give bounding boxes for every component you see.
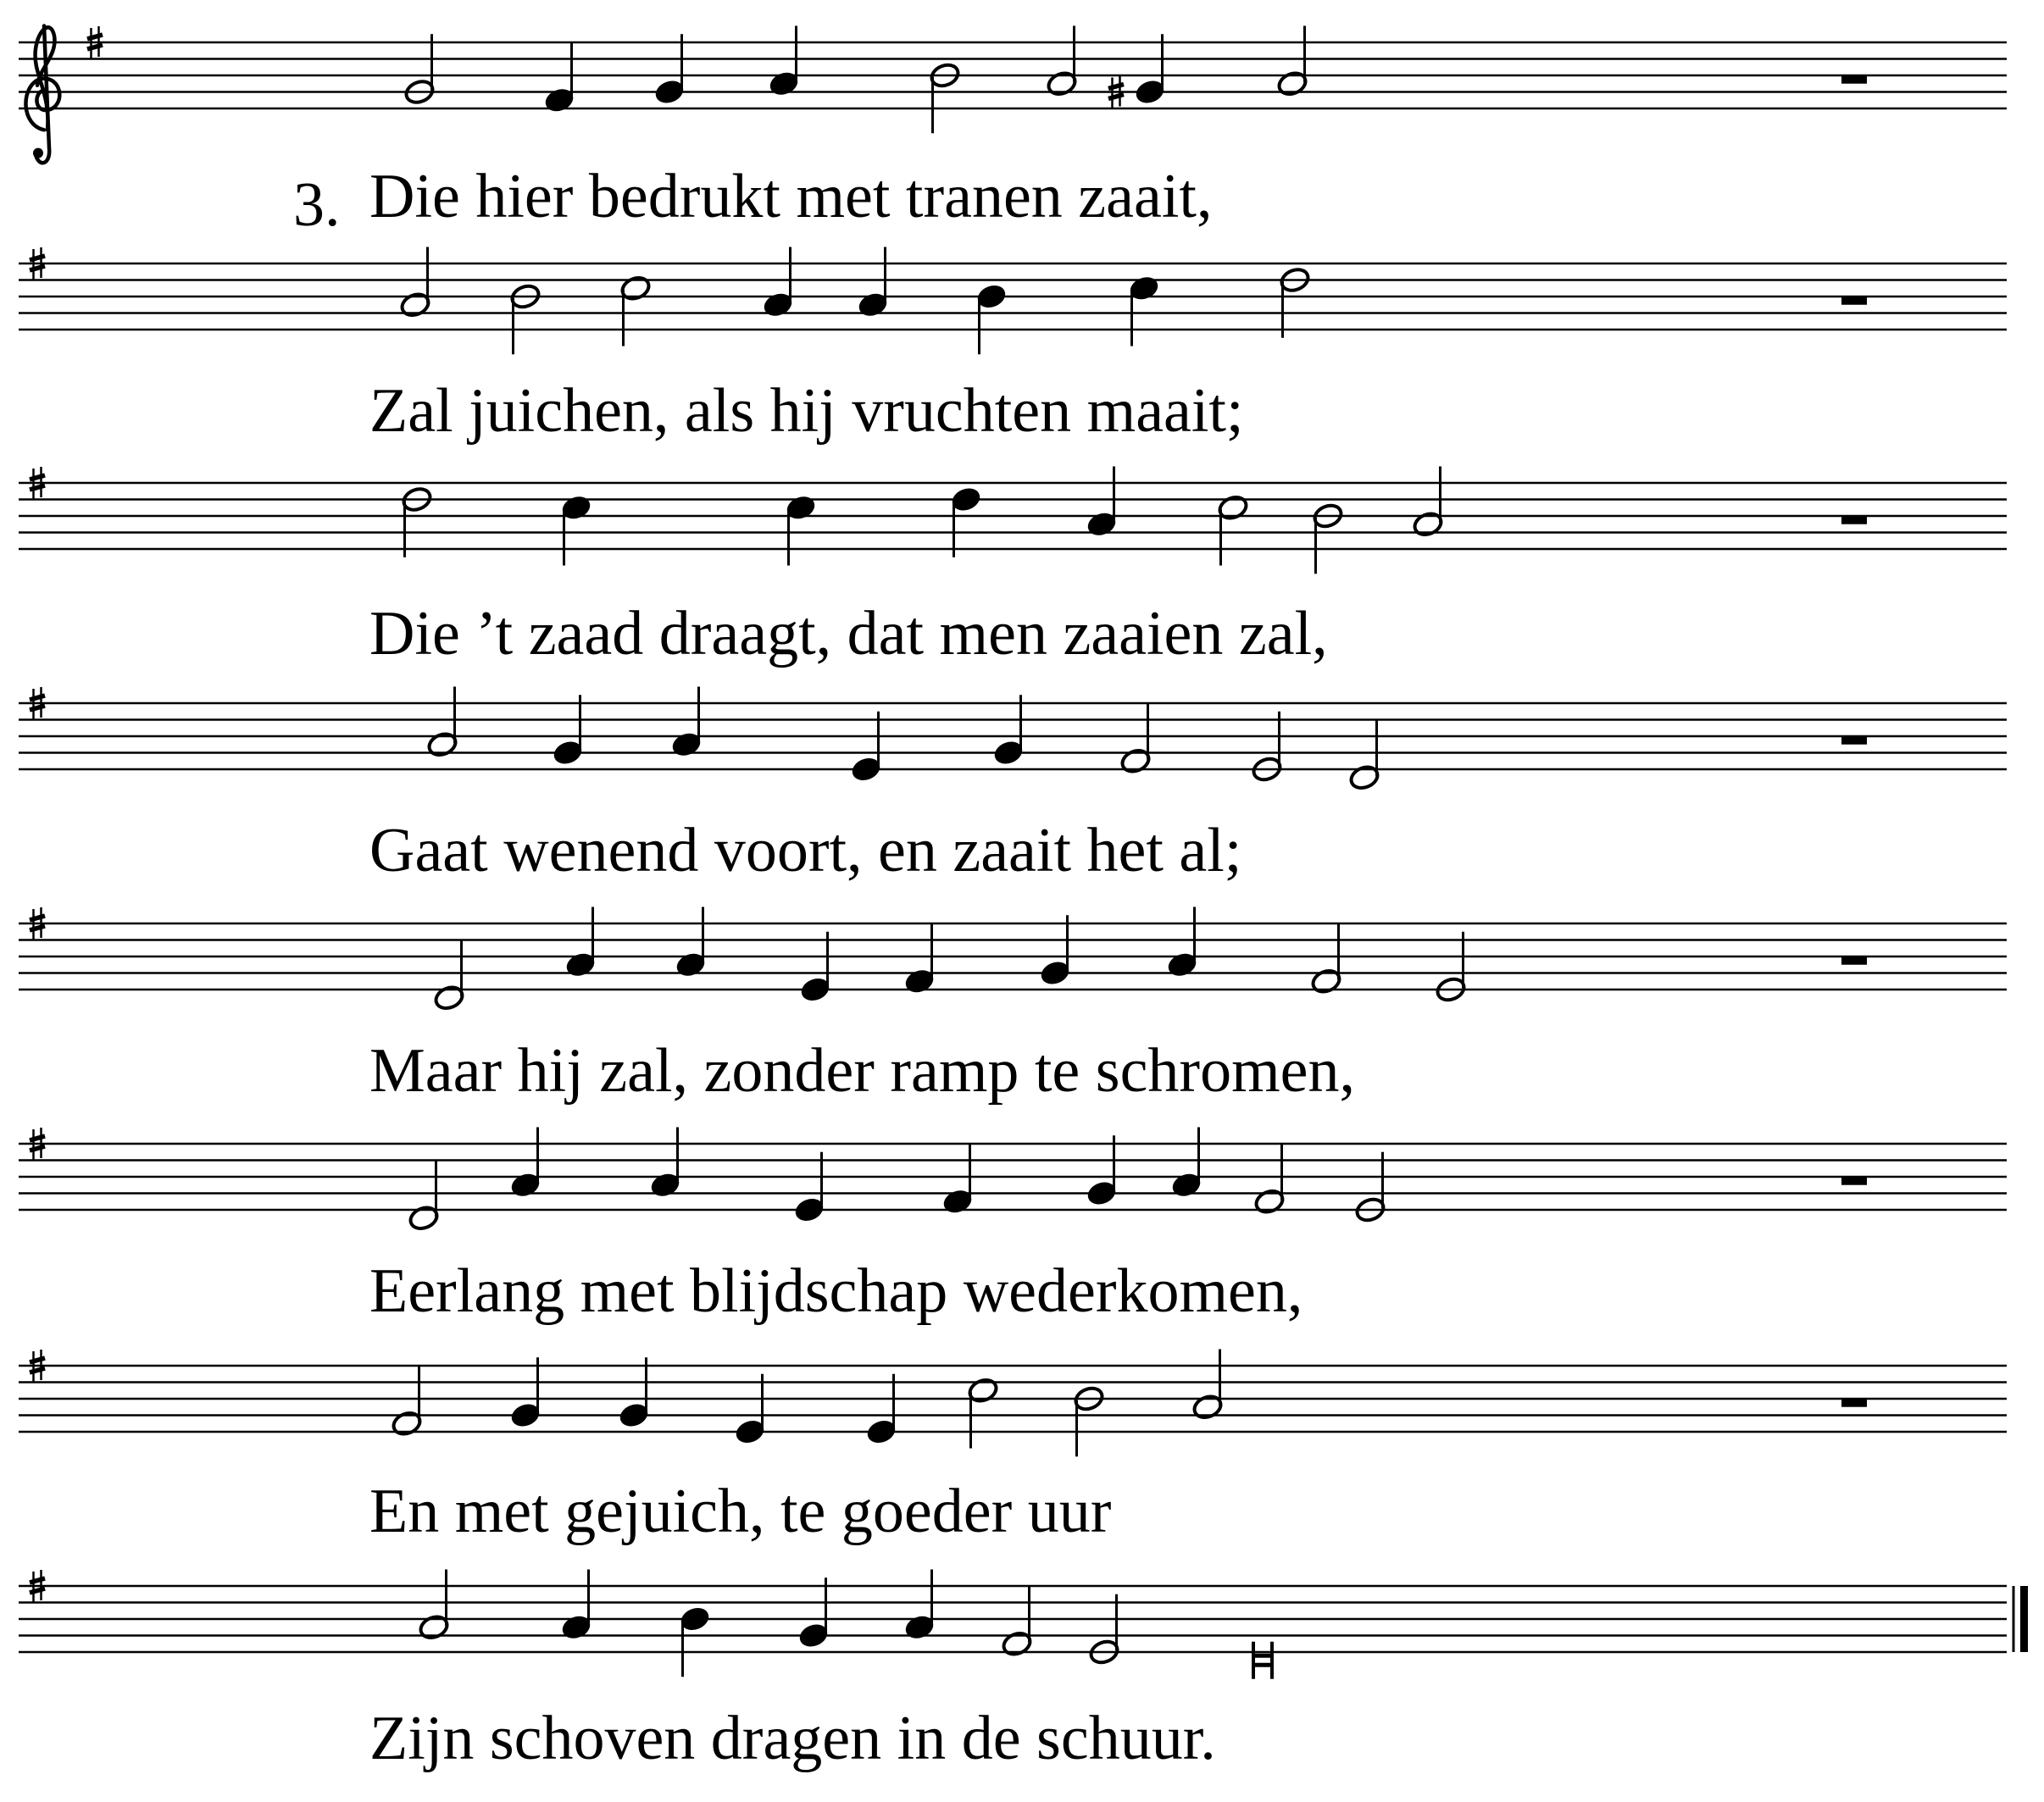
half-rest bbox=[1841, 296, 1867, 305]
key-signature-sharp-icon bbox=[30, 485, 45, 490]
accidental-sharp-icon bbox=[1108, 85, 1124, 89]
key-signature-sharp-icon bbox=[30, 1368, 45, 1372]
lyric-line-5: Maar hij zal, zonder ramp te schromen, bbox=[369, 1036, 1355, 1106]
treble-clef-icon bbox=[25, 26, 59, 164]
lyric-line-2: Zal juichen, als hij vruchten maait; bbox=[369, 376, 1244, 446]
key-signature-sharp-icon bbox=[87, 35, 103, 39]
verse-number: 3. bbox=[293, 170, 341, 240]
lyric-line-1: Die hier bedrukt met tranen zaait, bbox=[369, 162, 1213, 231]
half-rest bbox=[1841, 1176, 1867, 1185]
key-signature-sharp-icon bbox=[30, 1589, 45, 1593]
lyric-line-7: En met gejuich, te goeder uur bbox=[369, 1477, 1112, 1546]
key-signature-sharp-icon bbox=[30, 256, 45, 260]
breve-note bbox=[1253, 1654, 1272, 1658]
key-signature-sharp-icon bbox=[30, 926, 45, 930]
lyric-line-8: Zijn schoven dragen in de schuur. bbox=[369, 1704, 1216, 1773]
lyric-line-6: Eerlang met blijdschap wederkomen, bbox=[369, 1256, 1303, 1326]
key-signature-sharp-icon bbox=[30, 1358, 45, 1362]
key-signature-sharp-icon bbox=[30, 1578, 45, 1583]
half-rest bbox=[1841, 1398, 1867, 1407]
lyric-line-4: Gaat wenend voort, en zaait het al; bbox=[369, 816, 1242, 885]
key-signature-sharp-icon bbox=[30, 266, 45, 270]
final-barline bbox=[2020, 1586, 2028, 1652]
key-signature-sharp-icon bbox=[30, 706, 45, 710]
key-signature-sharp-icon bbox=[30, 696, 45, 700]
treble-clef-icon bbox=[33, 148, 43, 158]
key-signature-sharp-icon bbox=[30, 1146, 45, 1151]
lyric-line-3: Die ’t zaad draagt, dat men zaaien zal, bbox=[369, 599, 1328, 668]
half-rest bbox=[1841, 75, 1867, 84]
accidental-sharp-icon bbox=[1108, 95, 1124, 99]
key-signature-sharp-icon bbox=[87, 45, 103, 49]
key-signature-sharp-icon bbox=[30, 475, 45, 480]
half-rest bbox=[1841, 956, 1867, 965]
half-rest bbox=[1841, 735, 1867, 745]
half-rest bbox=[1841, 515, 1867, 524]
breve-note bbox=[1253, 1663, 1272, 1667]
key-signature-sharp-icon bbox=[30, 916, 45, 920]
key-signature-sharp-icon bbox=[30, 1136, 45, 1140]
